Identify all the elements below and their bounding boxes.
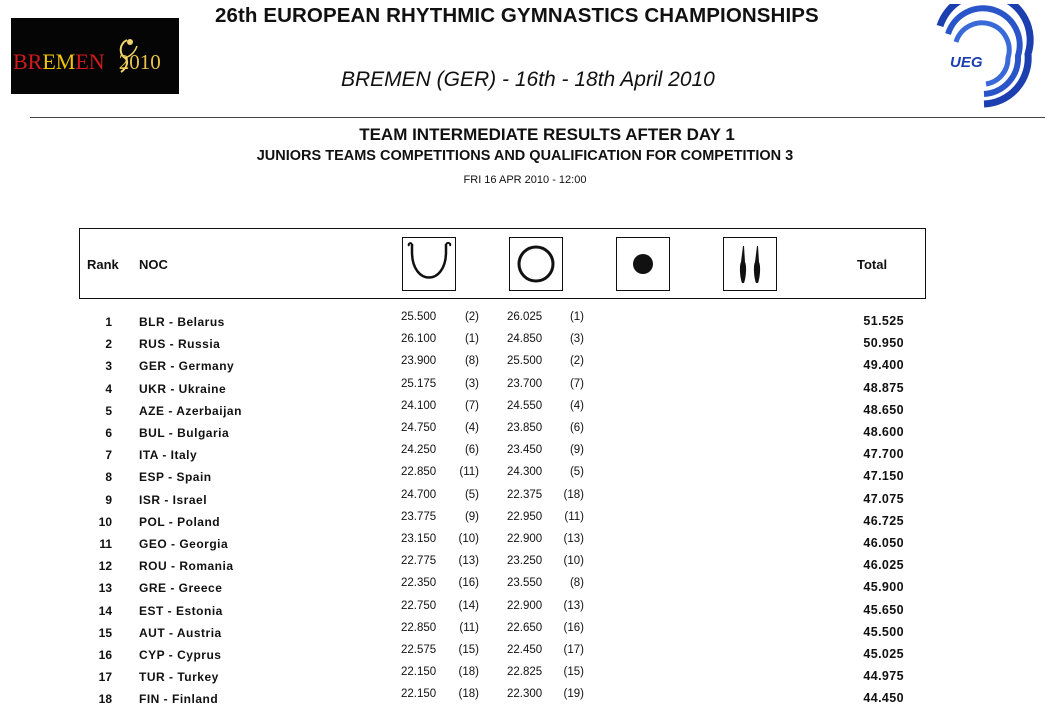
noc-cell: CYP - Cyprus [139,648,222,662]
noc-cell: GRE - Greece [139,581,223,596]
results-title: TEAM INTERMEDIATE RESULTS AFTER DAY 1 [359,125,735,144]
place-hoop-cell: (15) [563,666,584,679]
score-rope-cell: 25.175 [401,377,437,390]
table-row [0,533,1050,555]
table-row [0,600,1050,622]
score-rope-cell: 22.850 [401,621,437,634]
score-hoop-cell: 22.900 [507,533,543,545]
rope-icon [402,237,456,291]
noc-cell: GEO - Georgia [139,537,229,551]
score-hoop-cell: 22.375 [507,488,543,501]
score-hoop-cell: 23.250 [507,555,543,568]
table-row [0,511,1050,533]
place-rope-cell: (15) [458,644,479,656]
column-header-rank: Rank [87,257,119,272]
table-row [0,622,1050,644]
noc-cell: EST - Estonia [139,603,223,618]
place-hoop-cell: (4) [569,399,584,412]
score-hoop-cell: 23.550 [507,577,543,590]
score-hoop-cell: 22.300 [507,688,543,701]
place-hoop-cell: (18) [563,488,584,501]
place-hoop-cell: (9) [569,444,584,457]
ball-icon [616,237,670,291]
championship-title: 26th EUROPEAN RHYTHMIC GYMNASTICS CHAMPIONSHIPS [215,4,819,27]
score-hoop-cell: 22.650 [507,621,543,634]
place-hoop-cell: (1) [569,311,584,323]
noc-cell: ROU - Romania [139,559,234,574]
place-rope-cell: (2) [464,311,479,323]
place-rope-cell: (18) [458,666,479,679]
total-cell: 45.900 [863,580,904,595]
results-subtitle: JUNIORS TEAMS COMPETITIONS AND QUALIFICATION FOR COMPETITION 3 [256,148,794,164]
noc-cell: AUT - Austria [139,625,222,640]
score-hoop-cell: 22.450 [507,644,543,656]
total-cell: 46.025 [863,558,904,573]
total-cell: 44.975 [863,669,904,684]
place-hoop-cell: (8) [569,577,584,590]
place-hoop-cell: (13) [563,533,584,545]
place-hoop-cell: (7) [569,377,584,390]
noc-cell: ISR - Israel [139,492,208,507]
score-hoop-cell: 26.025 [507,311,543,323]
score-hoop-cell: 22.950 [507,510,543,523]
place-rope-cell: (16) [458,577,479,590]
place-rope-cell: (13) [458,555,479,568]
table-row [0,422,1050,444]
place-hoop-cell: (10) [563,555,584,568]
score-rope-cell: 25.500 [401,311,437,323]
noc-cell: UKR - Ukraine [139,381,227,396]
score-rope-cell: 24.250 [401,444,437,457]
place-rope-cell: (6) [464,444,479,457]
table-row [0,688,1050,710]
place-rope-cell: (10) [458,533,479,545]
rank-cell: 5 [105,403,112,418]
score-rope-cell: 22.775 [401,555,437,568]
place-hoop-cell: (16) [563,621,584,634]
bremen-2010-logo [11,18,179,94]
column-header-noc: NOC [139,257,168,272]
place-rope-cell: (8) [464,355,479,368]
rank-cell: 16 [98,648,112,662]
score-rope-cell: 24.100 [401,399,437,412]
rank-cell: 8 [105,470,112,485]
score-hoop-cell: 22.900 [507,599,543,612]
total-cell: 48.600 [863,425,904,439]
place-rope-cell: (18) [458,688,479,701]
score-rope-cell: 23.150 [401,533,437,545]
score-hoop-cell: 25.500 [507,355,543,368]
rank-cell: 1 [105,315,112,329]
total-cell: 45.650 [863,602,904,617]
noc-cell: ESP - Spain [139,470,212,485]
table-row [0,311,1050,333]
rank-cell: 12 [98,559,112,574]
gymnast-figure-icon [113,36,139,76]
rank-cell: 18 [98,692,112,707]
table-row [0,466,1050,488]
table-row [0,577,1050,599]
rank-cell: 13 [98,581,112,596]
noc-cell: FIN - Finland [139,692,219,707]
total-cell: 49.400 [863,358,904,373]
place-hoop-cell: (19) [563,688,584,701]
noc-cell: TUR - Turkey [139,670,219,685]
total-cell: 44.450 [863,691,904,706]
place-rope-cell: (1) [464,333,479,346]
place-rope-cell: (4) [464,422,479,434]
rank-cell: 3 [105,359,112,374]
noc-cell: POL - Poland [139,514,221,529]
noc-cell: GER - Germany [139,359,235,374]
total-cell: 45.025 [863,647,904,661]
score-rope-cell: 24.750 [401,422,437,434]
table-row [0,644,1050,666]
score-rope-cell: 22.750 [401,599,437,612]
event-location-dates: BREMEN (GER) - 16th - 18th April 2010 [341,68,715,91]
ueg-logo-text: UEG [950,54,983,71]
clubs-icon [723,237,777,291]
total-cell: 47.700 [863,447,904,462]
table-header-box [79,228,926,299]
place-hoop-cell: (13) [563,599,584,612]
place-hoop-cell: (11) [564,510,584,523]
noc-cell: AZE - Azerbaijan [139,403,242,418]
place-hoop-cell: (3) [569,333,584,346]
noc-cell: BLR - Belarus [139,315,225,329]
table-row [0,355,1050,377]
score-hoop-cell: 24.550 [507,399,543,412]
score-hoop-cell: 24.850 [507,333,543,346]
score-rope-cell: 26.100 [401,333,437,346]
total-cell: 46.050 [863,536,904,550]
table-row [0,555,1050,577]
rank-cell: 4 [105,381,112,396]
bremen-logo-text: BREMEN 2010 [13,49,161,74]
score-hoop-cell: 23.450 [507,444,543,457]
ueg-swirl-icon [924,4,1042,108]
total-cell: 47.075 [863,491,904,506]
place-hoop-cell: (6) [569,422,584,434]
place-hoop-cell: (5) [569,466,584,479]
score-hoop-cell: 24.300 [507,466,543,479]
table-row [0,489,1050,511]
score-rope-cell: 22.350 [401,577,437,590]
place-hoop-cell: (2) [569,355,584,368]
place-rope-cell: (11) [459,466,479,479]
score-rope-cell: 23.900 [401,355,437,368]
noc-cell: ITA - Italy [139,448,198,463]
score-rope-cell: 22.575 [401,644,437,656]
place-rope-cell: (14) [458,599,479,612]
score-hoop-cell: 23.850 [507,422,543,434]
ueg-logo [924,4,1042,108]
total-cell: 50.950 [863,336,904,351]
header-divider [30,117,1045,118]
score-hoop-cell: 23.700 [507,377,543,390]
rank-cell: 11 [99,537,112,551]
score-rope-cell: 22.150 [401,688,437,701]
total-cell: 45.500 [863,624,904,639]
rank-cell: 6 [105,426,112,440]
rank-cell: 14 [98,603,112,618]
place-rope-cell: (11) [459,621,479,634]
rank-cell: 7 [105,448,112,463]
rank-cell: 2 [105,337,112,352]
table-row [0,444,1050,466]
score-rope-cell: 24.700 [401,488,437,501]
noc-cell: BUL - Bulgaria [139,426,230,440]
table-row [0,378,1050,400]
table-row [0,666,1050,688]
total-cell: 48.875 [863,380,904,395]
noc-cell: RUS - Russia [139,337,221,352]
table-row [0,333,1050,355]
total-cell: 51.525 [863,314,904,328]
place-rope-cell: (7) [464,399,479,412]
column-header-total: Total [857,257,888,272]
place-rope-cell: (5) [464,488,479,501]
score-rope-cell: 23.775 [401,510,437,523]
rank-cell: 17 [98,670,112,685]
rank-cell: 10 [98,514,112,529]
total-cell: 47.150 [863,469,904,484]
table-row [0,400,1050,422]
rank-cell: 15 [98,625,112,640]
results-datetime: FRI 16 APR 2010 - 12:00 [463,174,587,186]
hoop-icon [509,237,563,291]
score-rope-cell: 22.150 [401,666,437,679]
place-hoop-cell: (17) [563,644,584,656]
score-hoop-cell: 22.825 [507,666,543,679]
place-rope-cell: (9) [464,510,479,523]
total-cell: 46.725 [863,513,904,528]
score-rope-cell: 22.850 [401,466,437,479]
rank-cell: 9 [105,492,112,507]
place-rope-cell: (3) [464,377,479,390]
total-cell: 48.650 [863,402,904,417]
